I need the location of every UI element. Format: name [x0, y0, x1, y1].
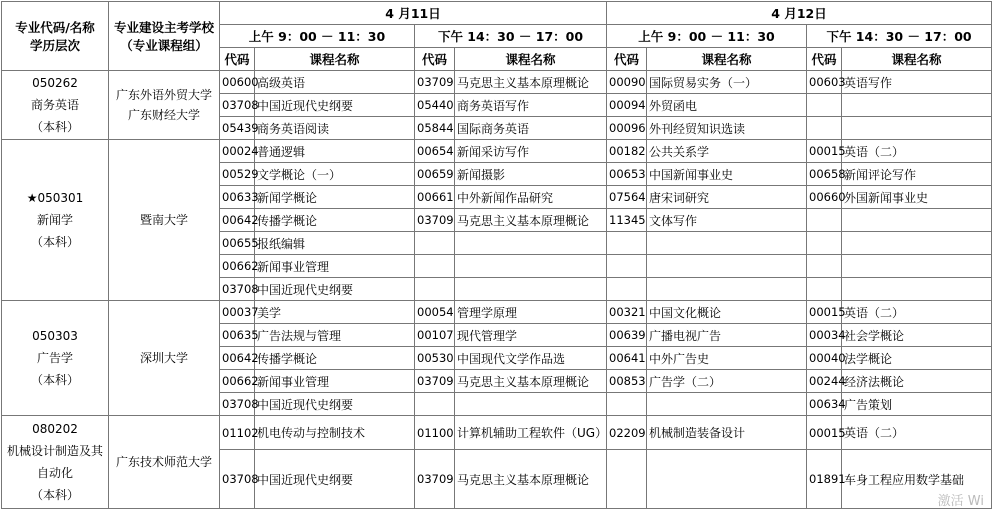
- header-school: 专业建设主考学校 （专业课程组）: [109, 2, 220, 71]
- course-code: 11345: [607, 209, 647, 232]
- course-name: 中国近现代史纲要: [255, 94, 415, 117]
- course-name: [647, 278, 807, 301]
- major-level: （本科）: [30, 235, 79, 249]
- course-code: 05844: [415, 117, 455, 140]
- header-course: 课程名称: [455, 48, 607, 71]
- course-name: 法学概论: [842, 347, 992, 370]
- course-name: 现代管理学: [455, 324, 607, 347]
- course-code: [807, 209, 842, 232]
- course-code: [415, 232, 455, 255]
- course-code: 00642: [220, 347, 255, 370]
- course-code: [415, 278, 455, 301]
- course-code: 00661: [415, 186, 455, 209]
- course-name: 马克思主义基本原理概论: [455, 71, 607, 94]
- header-day1-pm: 下午 14：30 － 17：00: [415, 25, 607, 48]
- major-level: （本科）: [30, 488, 79, 502]
- course-name: 外贸函电: [647, 94, 807, 117]
- course-code: 00096: [607, 117, 647, 140]
- major-level: （本科）: [30, 373, 79, 387]
- header-code: 代码: [415, 48, 455, 71]
- major-code: 050262: [32, 76, 78, 90]
- course-code: [415, 255, 455, 278]
- table-row: [2, 416, 992, 450]
- course-code: [607, 393, 647, 416]
- course-code: 03708: [220, 450, 255, 509]
- course-code: 01891: [807, 450, 842, 509]
- course-code: 00529: [220, 163, 255, 186]
- course-name: 商务英语阅读: [255, 117, 415, 140]
- course-name: 广告学（二）: [647, 370, 807, 393]
- course-code: 00603: [807, 71, 842, 94]
- course-code: 03709: [415, 370, 455, 393]
- major-code: 080202: [32, 422, 78, 436]
- header-day2-pm: 下午 14：30 － 17：00: [807, 25, 992, 48]
- course-code: 03708: [220, 278, 255, 301]
- course-code: 03709: [415, 71, 455, 94]
- major-school: [109, 140, 220, 301]
- course-code: 00040: [807, 347, 842, 370]
- course-code: 00054: [415, 301, 455, 324]
- table-row: [2, 71, 992, 94]
- course-name: 管理学原理: [455, 301, 607, 324]
- school-name: 深圳大学: [139, 351, 188, 365]
- major-info: [2, 301, 109, 416]
- course-name: [647, 393, 807, 416]
- course-name: 外刊经贸知识选读: [647, 117, 807, 140]
- course-name: [455, 278, 607, 301]
- course-name: [647, 255, 807, 278]
- course-code: 01102: [220, 416, 255, 450]
- header-major: 专业代码/名称 学历层次: [2, 2, 109, 71]
- major-school: [109, 416, 220, 509]
- course-name: 车身工程应用数学基础: [842, 450, 992, 509]
- header-day2-am: 上午 9：00 － 11：30: [607, 25, 807, 48]
- header-code: 代码: [807, 48, 842, 71]
- major-info: [2, 140, 109, 301]
- course-name: [647, 450, 807, 509]
- course-name: 中国文化概论: [647, 301, 807, 324]
- course-name: 社会学概论: [842, 324, 992, 347]
- course-code: 00654: [415, 140, 455, 163]
- header-day1-am: 上午 9：00 － 11：30: [220, 25, 415, 48]
- course-code: 00635: [220, 324, 255, 347]
- course-code: 00633: [220, 186, 255, 209]
- school-name: 广东外语外贸大学: [115, 88, 212, 102]
- major-name: 商务英语: [30, 98, 79, 112]
- course-name: 广告策划: [842, 393, 992, 416]
- course-code: 05439: [220, 117, 255, 140]
- school-name: 暨南大学: [139, 213, 188, 227]
- course-name: 经济法概论: [842, 370, 992, 393]
- course-code: [607, 255, 647, 278]
- header-course: 课程名称: [255, 48, 415, 71]
- course-name: 新闻学概论: [255, 186, 415, 209]
- major-school: [109, 71, 220, 140]
- exam-schedule-table: [1, 1, 992, 509]
- course-code: 00653: [607, 163, 647, 186]
- course-code: 07564: [607, 186, 647, 209]
- header-day1: 4 月11日: [220, 2, 607, 25]
- course-name: 传播学概论: [255, 347, 415, 370]
- course-name: [842, 209, 992, 232]
- course-name: 普通逻辑: [255, 140, 415, 163]
- major-info: [2, 416, 109, 509]
- course-name: 机械制造装备设计: [647, 416, 807, 450]
- course-name: 马克思主义基本原理概论: [455, 370, 607, 393]
- course-name: 英语（二）: [842, 140, 992, 163]
- course-name: 中国现代文学作品选: [455, 347, 607, 370]
- course-code: 00037: [220, 301, 255, 324]
- major-code: ★050301: [26, 191, 84, 205]
- course-code: 00634: [807, 393, 842, 416]
- course-name: 计算机辅助工程软件（UG）: [455, 416, 607, 450]
- course-name: [647, 232, 807, 255]
- course-name: 新闻评论写作: [842, 163, 992, 186]
- course-name: 新闻事业管理: [255, 255, 415, 278]
- header-course: 课程名称: [647, 48, 807, 71]
- course-name: 传播学概论: [255, 209, 415, 232]
- course-name: [842, 278, 992, 301]
- course-name: 中外广告史: [647, 347, 807, 370]
- course-code: 00107: [415, 324, 455, 347]
- course-code: 00015: [807, 140, 842, 163]
- course-name: 中国近现代史纲要: [255, 450, 415, 509]
- table-row: [2, 301, 992, 324]
- major-name: 机械设计制造及其自动化: [6, 444, 103, 480]
- course-code: 00641: [607, 347, 647, 370]
- header-day2: 4 月12日: [607, 2, 992, 25]
- course-code: 00639: [607, 324, 647, 347]
- header-code: 代码: [220, 48, 255, 71]
- course-code: 00530: [415, 347, 455, 370]
- table-row: [2, 140, 992, 163]
- course-code: 00658: [807, 163, 842, 186]
- major-info: [2, 71, 109, 140]
- course-code: 00015: [807, 301, 842, 324]
- major-name: 广告学: [36, 351, 73, 365]
- course-name: 外国新闻事业史: [842, 186, 992, 209]
- course-name: 美学: [255, 301, 415, 324]
- course-code: [607, 278, 647, 301]
- course-code: [807, 94, 842, 117]
- course-code: 00662: [220, 255, 255, 278]
- course-code: [807, 117, 842, 140]
- course-code: 03709: [415, 209, 455, 232]
- course-name: [842, 94, 992, 117]
- course-name: [455, 393, 607, 416]
- course-code: 00094: [607, 94, 647, 117]
- major-code: 050303: [32, 329, 78, 343]
- course-code: 00660: [807, 186, 842, 209]
- course-name: 文学概论（一）: [255, 163, 415, 186]
- course-name: 报纸编辑: [255, 232, 415, 255]
- course-code: 00182: [607, 140, 647, 163]
- course-code: 00655: [220, 232, 255, 255]
- course-name: 广告法规与管理: [255, 324, 415, 347]
- course-name: [842, 232, 992, 255]
- course-name: 新闻采访写作: [455, 140, 607, 163]
- course-code: 00321: [607, 301, 647, 324]
- course-code: [807, 278, 842, 301]
- course-code: [607, 450, 647, 509]
- course-code: 00642: [220, 209, 255, 232]
- course-name: 商务英语写作: [455, 94, 607, 117]
- course-code: 01100: [415, 416, 455, 450]
- school-name: 广东技术师范大学: [115, 455, 212, 469]
- course-name: 中外新闻作品研究: [455, 186, 607, 209]
- course-code: 03708: [220, 393, 255, 416]
- course-name: [842, 255, 992, 278]
- course-name: [455, 232, 607, 255]
- course-name: 英语（二）: [842, 416, 992, 450]
- course-name: 文体写作: [647, 209, 807, 232]
- course-code: 00853: [607, 370, 647, 393]
- course-name: [455, 255, 607, 278]
- course-name: 马克思主义基本原理概论: [455, 209, 607, 232]
- course-name: 公共关系学: [647, 140, 807, 163]
- course-name: 国际商务英语: [455, 117, 607, 140]
- course-name: 新闻事业管理: [255, 370, 415, 393]
- course-name: 新闻摄影: [455, 163, 607, 186]
- course-name: 国际贸易实务（一）: [647, 71, 807, 94]
- course-code: 00662: [220, 370, 255, 393]
- course-code: 00659: [415, 163, 455, 186]
- course-name: 马克思主义基本原理概论: [455, 450, 607, 509]
- course-code: 03709: [415, 450, 455, 509]
- school-name: 广东财经大学: [127, 108, 200, 122]
- major-name: 新闻学: [36, 213, 73, 227]
- course-name: 广播电视广告: [647, 324, 807, 347]
- course-name: 中国新闻事业史: [647, 163, 807, 186]
- course-code: [607, 232, 647, 255]
- course-code: [807, 255, 842, 278]
- course-name: 唐宋词研究: [647, 186, 807, 209]
- major-school: [109, 301, 220, 416]
- course-code: 00244: [807, 370, 842, 393]
- course-code: 00024: [220, 140, 255, 163]
- watermark: 激活 Wi: [937, 494, 984, 509]
- course-name: 中国近现代史纲要: [255, 393, 415, 416]
- course-code: 05440: [415, 94, 455, 117]
- course-name: [842, 117, 992, 140]
- course-name: 机电传动与控制技术: [255, 416, 415, 450]
- course-name: 英语（二）: [842, 301, 992, 324]
- header-course: 课程名称: [842, 48, 992, 71]
- course-code: 00015: [807, 416, 842, 450]
- major-level: （本科）: [30, 120, 79, 134]
- course-code: 00600: [220, 71, 255, 94]
- course-name: 中国近现代史纲要: [255, 278, 415, 301]
- course-code: [807, 232, 842, 255]
- course-code: 00034: [807, 324, 842, 347]
- course-name: 英语写作: [842, 71, 992, 94]
- course-code: 00090: [607, 71, 647, 94]
- course-code: 02209: [607, 416, 647, 450]
- header-code: 代码: [607, 48, 647, 71]
- course-name: 高级英语: [255, 71, 415, 94]
- course-code: 03708: [220, 94, 255, 117]
- course-code: [415, 393, 455, 416]
